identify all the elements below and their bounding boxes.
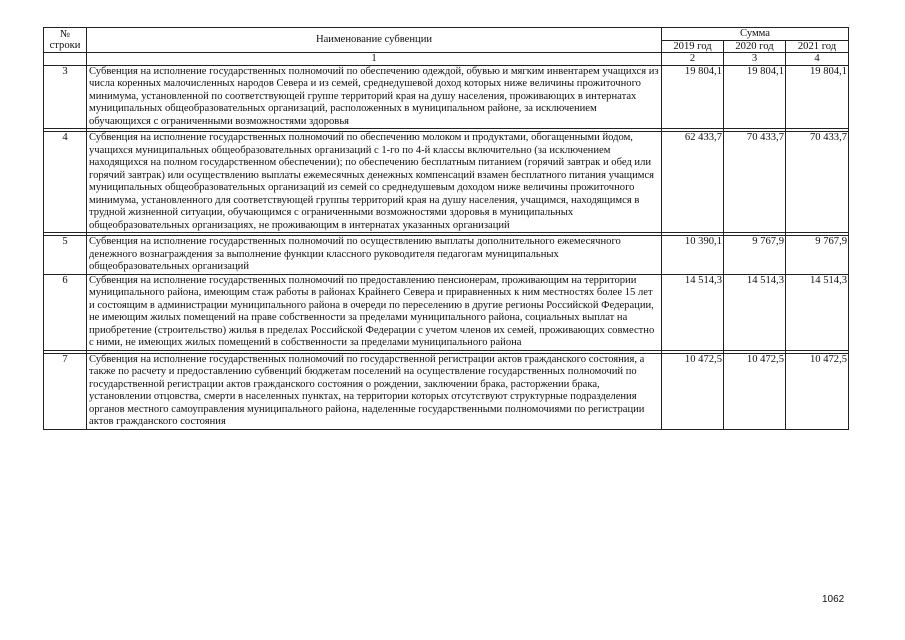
- amount-2021: 9 767,9: [786, 236, 849, 275]
- subvention-description: Субвенция на исполнение государственных полномочий по обеспечению одеждой, обувью и мягким инвентарем учащихся из числа коренных малочисленных народов Севера и из семей, среднедушевой доход которых ниже величины прожиточного минимума, установленной по соответствующей группе территорий края на душу населения, проживающих в интернатах муниципальных общеобразовательных организаций, расположенных в муниципальном районе, за исключением обучающихся с ограниченными возможностями здоровья: [87, 65, 662, 129]
- column-number-2: 2: [662, 53, 724, 66]
- subvention-name-header: Наименование субвенции: [87, 28, 662, 53]
- year-2020-header: 2020 год: [724, 40, 786, 53]
- subvention-table: [43, 27, 849, 430]
- row-number: 7: [44, 353, 87, 429]
- amount-2021: 14 514,3: [786, 274, 849, 350]
- table-row: [44, 132, 849, 233]
- row-number-header: [44, 28, 87, 53]
- amount-2021: 70 433,7: [786, 132, 849, 233]
- amount-2021: 19 804,1: [786, 65, 849, 129]
- row-number: 5: [44, 236, 87, 275]
- table-row: [44, 274, 849, 350]
- subvention-description: Субвенция на исполнение государственных полномочий по осуществлению выплаты дополнительного ежемесячного денежного вознаграждения за выполнение функции классного руководителя педагогам муниципальных общеобразовательных организаций: [87, 236, 662, 275]
- table-row: [44, 353, 849, 429]
- row-number-label-line1: №: [59, 28, 71, 40]
- amount-2020: 14 514,3: [724, 274, 786, 350]
- amount-2020: 19 804,1: [724, 65, 786, 129]
- row-number: 6: [44, 274, 87, 350]
- page-number: 1062: [822, 594, 845, 605]
- amount-2019: 62 433,7: [662, 132, 724, 233]
- table-row: [44, 236, 849, 275]
- year-2019-header: 2019 год: [662, 40, 724, 53]
- amount-2019: 14 514,3: [662, 274, 724, 350]
- year-2021-header: 2021 год: [786, 40, 849, 53]
- row-number-label-line2: строки: [49, 40, 81, 51]
- column-number-4: 4: [786, 53, 849, 66]
- amount-2019: 10 472,5: [662, 353, 724, 429]
- amount-2019: 10 390,1: [662, 236, 724, 275]
- amount-2020: 10 472,5: [724, 353, 786, 429]
- subvention-description: Субвенция на исполнение государственных полномочий по предоставлению пенсионерам, проживающим на территории муниципального района, имеющим стаж работы в районах Крайнего Севера и приравненных к ним местностях более 15 лет и состоящим в администрации муниципального района в очереди по переселению в другие регионы Российской Федерации, не имеющим жилых помещений на праве собственности за пределами муниципального района, социальных выплат на приобретение (строительство) жилья в пределах Российской Федерации с учетом членов их семей, проживающих совместно с ними, не имеющих жилых помещений в собственности за пределами муниципального района: [87, 274, 662, 350]
- header-row-1: [44, 28, 849, 41]
- row-number: 4: [44, 132, 87, 233]
- column-number-1: 1: [87, 53, 662, 66]
- table-row: [44, 65, 849, 129]
- column-number-empty: [44, 53, 87, 66]
- sum-header: Сумма: [662, 28, 849, 41]
- amount-2021: 10 472,5: [786, 353, 849, 429]
- column-number-row: [44, 53, 849, 66]
- subvention-description: Субвенция на исполнение государственных полномочий по государственной регистрации актов гражданского состояния, а также по расчету и предоставлению субвенций бюджетам поселений на осуществление государственных полномочий по государственной регистрации актов гражданского состояния о рождении, заключении брака, расторжении брака, установлении отцовства, смерти в населенных пунктах, на территории которых отсутствуют структурные подразделения органов местного самоуправления муниципального района, наделенные государственными полномочиями по регистрации актов гражданского состояния: [87, 353, 662, 429]
- row-number: 3: [44, 65, 87, 129]
- column-number-3: 3: [724, 53, 786, 66]
- amount-2020: 9 767,9: [724, 236, 786, 275]
- amount-2019: 19 804,1: [662, 65, 724, 129]
- subvention-description: Субвенция на исполнение государственных полномочий по обеспечению молоком и продуктами, обогащенными йодом, учащихся муниципальных общеобразовательных организаций с 1-го по 4-й классы включительно (за исключением находящихся на полном государственном обеспечении); по обеспечению бесплатным питанием (горячий завтрак и обед или горячий завтрак) или осуществлению выплаты ежемесячных денежных компенсаций взамен бесплатного питания учащимся муниципальных общеобразовательных организаций из семей со среднедушевым доходом ниже величины прожиточного минимума, установленного для соответствующей группы территорий края на душу населения, учащимся, находящимся в трудной жизненной ситуации, обучающимся с ограниченными возможностями здоровья в муниципальных общеобразовательных организациях, не проживающим в интернатах указанных организаций: [87, 132, 662, 233]
- amount-2020: 70 433,7: [724, 132, 786, 233]
